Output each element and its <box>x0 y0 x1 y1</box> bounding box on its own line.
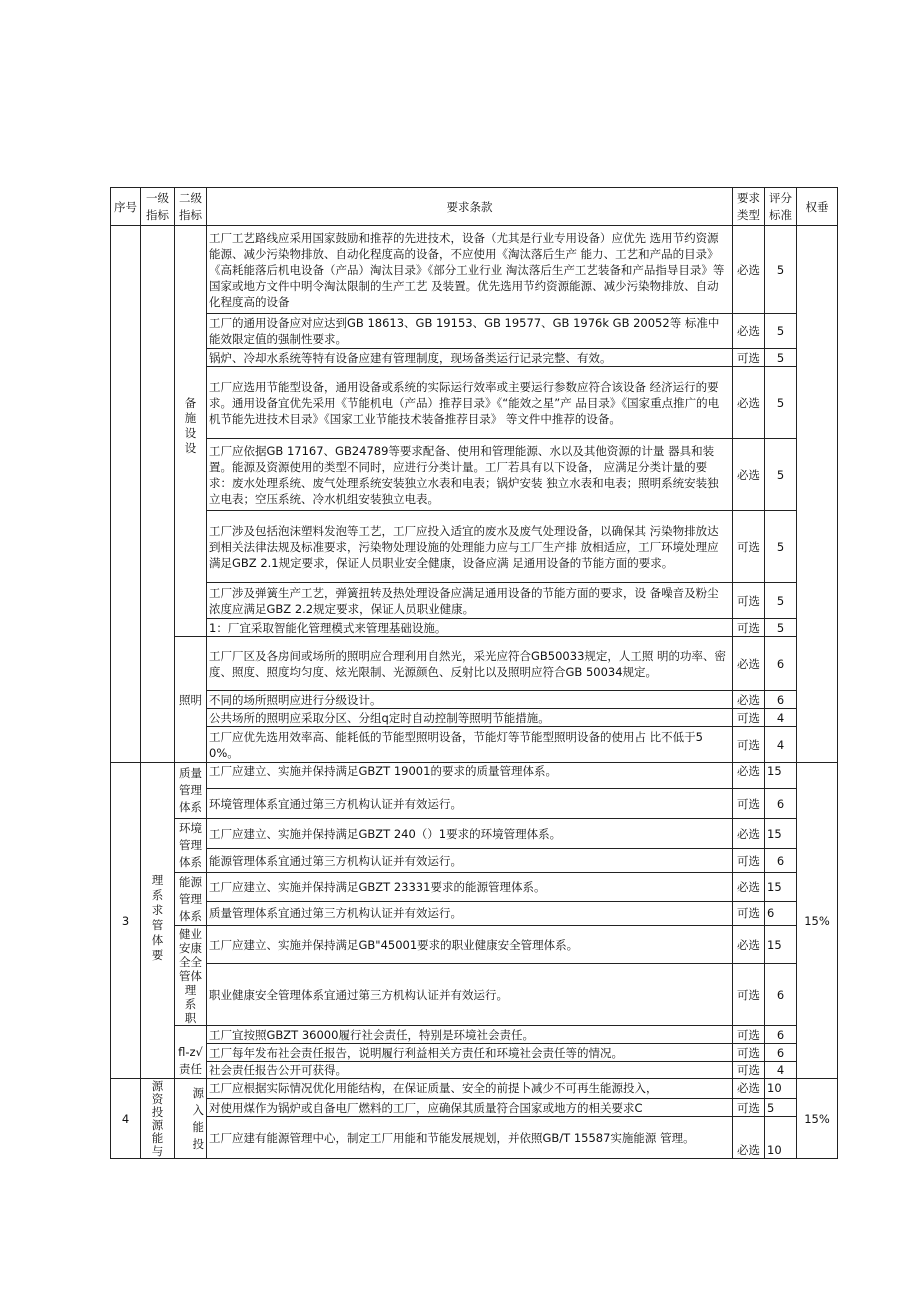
table-row <box>111 1062 838 1079</box>
level2-environment-system: 环境 管理 体系 <box>175 819 207 873</box>
seq-cell: 4 <box>111 1079 141 1159</box>
level1-management-system: 理 系 求 管 体 要 <box>141 763 175 1079</box>
requirement-text: 质量管理体系宜通过第三方机构认证并有效运行。 <box>207 901 733 925</box>
table-row <box>111 367 838 439</box>
requirement-text: 工厂应依据GB 17167、GB24789等要求配备、使用和管理能源、水以及其他资源的计量 器具和装置。能源及资源使用的类型不同时，应进行分类计量。工厂若具有以下设备， 应满足分类计量的要求：废水处理系统、废气处理系统安装独立水表和电表；锅炉安装 独立水表和电表；照明系统安装独立电表；空压系统、冷水机组安装独立电表。 <box>207 439 733 511</box>
table-row <box>111 1117 838 1159</box>
requirement-text: 环境管理体系宜通过第三方机构认证并有效运行。 <box>207 789 733 819</box>
weight-cell: 15% <box>797 1079 838 1159</box>
score-value: 15 <box>765 873 797 902</box>
score-value: 5 <box>765 314 797 349</box>
requirement-type: 可选 <box>733 901 765 925</box>
table-row <box>111 763 838 789</box>
requirement-text: 对使用煤作为锅炉或自备电厂燃料的工厂，应确保其质量符合国家或地方的相关要求C <box>207 1098 733 1117</box>
requirement-type: 必选 <box>733 926 765 964</box>
requirement-type: 可选 <box>733 709 765 727</box>
score-value: 5 <box>765 619 797 637</box>
score-value: 15 <box>765 926 797 964</box>
score-value: 4 <box>765 727 797 763</box>
header-row <box>111 188 838 226</box>
header-seq: 序号 <box>111 188 141 226</box>
score-value: 6 <box>765 849 797 873</box>
requirement-type: 必选 <box>733 314 765 349</box>
requirement-type: 可选 <box>733 511 765 583</box>
header-weight: 权垂 <box>797 188 838 226</box>
score-value: 5 <box>765 226 797 314</box>
requirement-type: 可选 <box>733 1062 765 1079</box>
requirement-type: 必选 <box>733 691 765 709</box>
requirement-type: 可选 <box>733 619 765 637</box>
level2-energy-system: 能源 管理 体系 <box>175 873 207 926</box>
score-value: 5 <box>765 367 797 439</box>
header-level1: 一级 指标 <box>141 188 175 226</box>
score-value: 6 <box>765 964 797 1026</box>
requirement-text: 不同的场所照明应进行分级设计。 <box>207 691 733 709</box>
table-row <box>111 1079 838 1099</box>
requirement-text: 工厂工艺路线应采用国家鼓励和推荐的先进技术，设备（尤其是行业专用设备）应优先 选用节约资源能源、减少污染物排放、自动化程度高的设备，不应使用《淘汰落后生产 能力、工艺和产品的目录》《高耗能落后机电设备（产品）淘汰目录》《部分工业行业 淘汰落后生产工艺装备和产品指导目录》等国家或地方文件中明令淘汰限制的生产工艺 及装置。优先选用节约资源能源、减少污染物排放、自动化程度高的设备 <box>207 226 733 314</box>
weight-cell-empty <box>797 226 838 763</box>
header-req-type: 要求 类型 <box>733 188 765 226</box>
table-row <box>111 619 838 637</box>
requirement-type: 可选 <box>733 1044 765 1062</box>
table-row <box>111 1098 838 1117</box>
level2-quality-system: 质量 管理 体系 <box>175 763 207 819</box>
requirement-text: 能源管理体系宜通过第三方机构认证并有效运行。 <box>207 849 733 873</box>
score-value: 5 <box>765 349 797 367</box>
table-row <box>111 873 838 902</box>
requirement-text: 工厂的通用设备应对应达到GB 18613、GB 19153、GB 19577、GB 1976k GB 20052等 标准中能效限定值的强制性要求。 <box>207 314 733 349</box>
requirement-text: 工厂涉及弹簧生产工艺，弹簧扭转及热处理设备应满足通用设备的节能方面的要求，设 备噪音及粉尘浓度应满足GBZ 2.2规定要求，保证人员职业健康。 <box>207 583 733 619</box>
requirement-type: 必选 <box>733 1079 765 1099</box>
table-row <box>111 583 838 619</box>
score-value: 5 <box>765 583 797 619</box>
table-row <box>111 314 838 349</box>
requirement-text: 工厂应建有能源管理中心，制定工厂用能和节能发展规划，并依照GB/T 15587实施能源 管理。 <box>207 1117 733 1159</box>
score-value: 10 <box>765 1117 797 1159</box>
requirement-text: 工厂应建立、实施并保持满足GB"45001要求的职业健康安全管理体系。 <box>207 926 733 964</box>
requirement-text: 工厂应建立、实施并保持满足GBZT 19001的要求的质量管理体系。 <box>207 763 733 789</box>
requirement-text: 工厂厂区及各房间或场所的照明应合理利用自然光，采光应符合GB50033规定，人工照 明的功率、密度、照度、照度均匀度、炫光限制、光源颜色、反射比以及照明应符合GB 50034规定。 <box>207 637 733 691</box>
requirement-type: 必选 <box>733 819 765 849</box>
table-row <box>111 926 838 964</box>
table-row <box>111 226 838 314</box>
score-value: 6 <box>765 901 797 925</box>
requirement-type: 必选 <box>733 367 765 439</box>
requirement-type: 可选 <box>733 964 765 1026</box>
level2-lighting: 照明 <box>175 637 207 763</box>
table-row <box>111 849 838 873</box>
score-value: 4 <box>765 709 797 727</box>
table-row <box>111 511 838 583</box>
score-value: 6 <box>765 637 797 691</box>
table-row <box>111 901 838 925</box>
score-value: 15 <box>765 763 797 789</box>
level2-social-responsibility: fl-z√ 责任 <box>175 1026 207 1079</box>
requirement-type: 必选 <box>733 637 765 691</box>
requirement-text: 工厂应根据实际情况优化用能结构，在保证质量、安全的前提卜减少不可再生能源投入， <box>207 1079 733 1099</box>
requirement-type: 必选 <box>733 873 765 902</box>
level2-equipment: 备 施 设 设 <box>175 226 207 637</box>
table-row <box>111 819 838 849</box>
table-row <box>111 691 838 709</box>
level2-energy-input: 源 入 能 投 <box>175 1079 207 1159</box>
requirement-text: 工厂应优先选用效率高、能耗低的节能型照明设备，节能灯等节能型照明设备的使用占 比不低于50%。 <box>207 727 733 763</box>
requirement-type: 可选 <box>733 727 765 763</box>
seq-cell-empty <box>111 226 141 763</box>
requirement-type: 可选 <box>733 349 765 367</box>
requirement-type: 可选 <box>733 789 765 819</box>
requirement-text: 社会责任报告公开可获得。 <box>207 1062 733 1079</box>
requirement-type: 必选 <box>733 1117 765 1159</box>
table-row <box>111 637 838 691</box>
table-row <box>111 789 838 819</box>
requirement-text: 公共场所的照明应采取分区、分组q定时自动控制等照明节能措施。 <box>207 709 733 727</box>
table-row <box>111 439 838 511</box>
table-row <box>111 1026 838 1044</box>
requirement-text: 工厂应建立、实施并保持满足GBZT 23331要求的能源管理体系。 <box>207 873 733 902</box>
requirement-text: 工厂应选用节能型设备，通用设备或系统的实际运行效率或主要运行参数应符合该设备 经济运行的要求。通用设备宜优先采用《节能机电（产品）推荐目录》《“能效之星”产 品目录》《国家重点推广的电机节能先进技术目录》《国家工业节能技术装备推荐目录》 等文件中推荐的设备。 <box>207 367 733 439</box>
table-row <box>111 964 838 1026</box>
requirement-type: 必选 <box>733 226 765 314</box>
header-score: 评分 标准 <box>765 188 797 226</box>
score-value: 5 <box>765 1098 797 1117</box>
requirement-type: 可选 <box>733 1098 765 1117</box>
requirement-text: 1：厂宜采取智能化管理模式来管理基础设施。 <box>207 619 733 637</box>
green-factory-criteria-table <box>110 187 838 1159</box>
level1-cell-empty <box>141 226 175 763</box>
table-row <box>111 349 838 367</box>
table-row <box>111 709 838 727</box>
score-value: 6 <box>765 1026 797 1044</box>
level2-ohs-system: 健业 安康 全全 管体 理 系 职 <box>175 926 207 1026</box>
score-value: 10 <box>765 1079 797 1099</box>
score-value: 6 <box>765 691 797 709</box>
header-level2: 二级 指标 <box>175 188 207 226</box>
score-value: 6 <box>765 1044 797 1062</box>
requirement-text: 工厂宜按照GBZT 36000履行社会责任，特别是环境社会责任。 <box>207 1026 733 1044</box>
requirement-type: 可选 <box>733 1026 765 1044</box>
seq-cell: 3 <box>111 763 141 1079</box>
requirement-type: 必选 <box>733 439 765 511</box>
level1-energy-resources: 源 资 投 源 能 与 <box>141 1079 175 1159</box>
requirement-text: 职业健康安全管理体系宜通过第三方机构认证并有效运行。 <box>207 964 733 1026</box>
weight-cell: 15% <box>797 763 838 1079</box>
score-value: 15 <box>765 819 797 849</box>
requirement-text: 工厂应建立、实施并保持满足GBZT 240（）1要求的环境管理体系。 <box>207 819 733 849</box>
table-row <box>111 727 838 763</box>
requirement-type: 可选 <box>733 583 765 619</box>
table-row <box>111 1044 838 1062</box>
score-value: 5 <box>765 439 797 511</box>
score-value: 4 <box>765 1062 797 1079</box>
requirement-text: 工厂每年发布社会责任报告，说明履行利益相关方责任和环境社会责任等的情况。 <box>207 1044 733 1062</box>
requirement-type: 必选 <box>733 763 765 789</box>
score-value: 5 <box>765 511 797 583</box>
header-requirement: 要求条款 <box>207 188 733 226</box>
requirement-text: 工厂涉及包括泡沫塑料发泡等工艺，工厂应投入适宜的废水及废气处理设备，以确保其 污染物排放达到相关法律法规及标准要求，污染物处理设施的处理能力应与工厂生产排 放相适应，工厂环境处理应满足GBZ 2.1规定要求，保证人员职业安全健康，设备应满 足通用设备的节能方面的要求。 <box>207 511 733 583</box>
score-value: 6 <box>765 789 797 819</box>
requirement-text: 锅炉、冷却水系统等特有设备应建有管理制度，现场备类运行记录完整、有效。 <box>207 349 733 367</box>
requirement-type: 可选 <box>733 849 765 873</box>
